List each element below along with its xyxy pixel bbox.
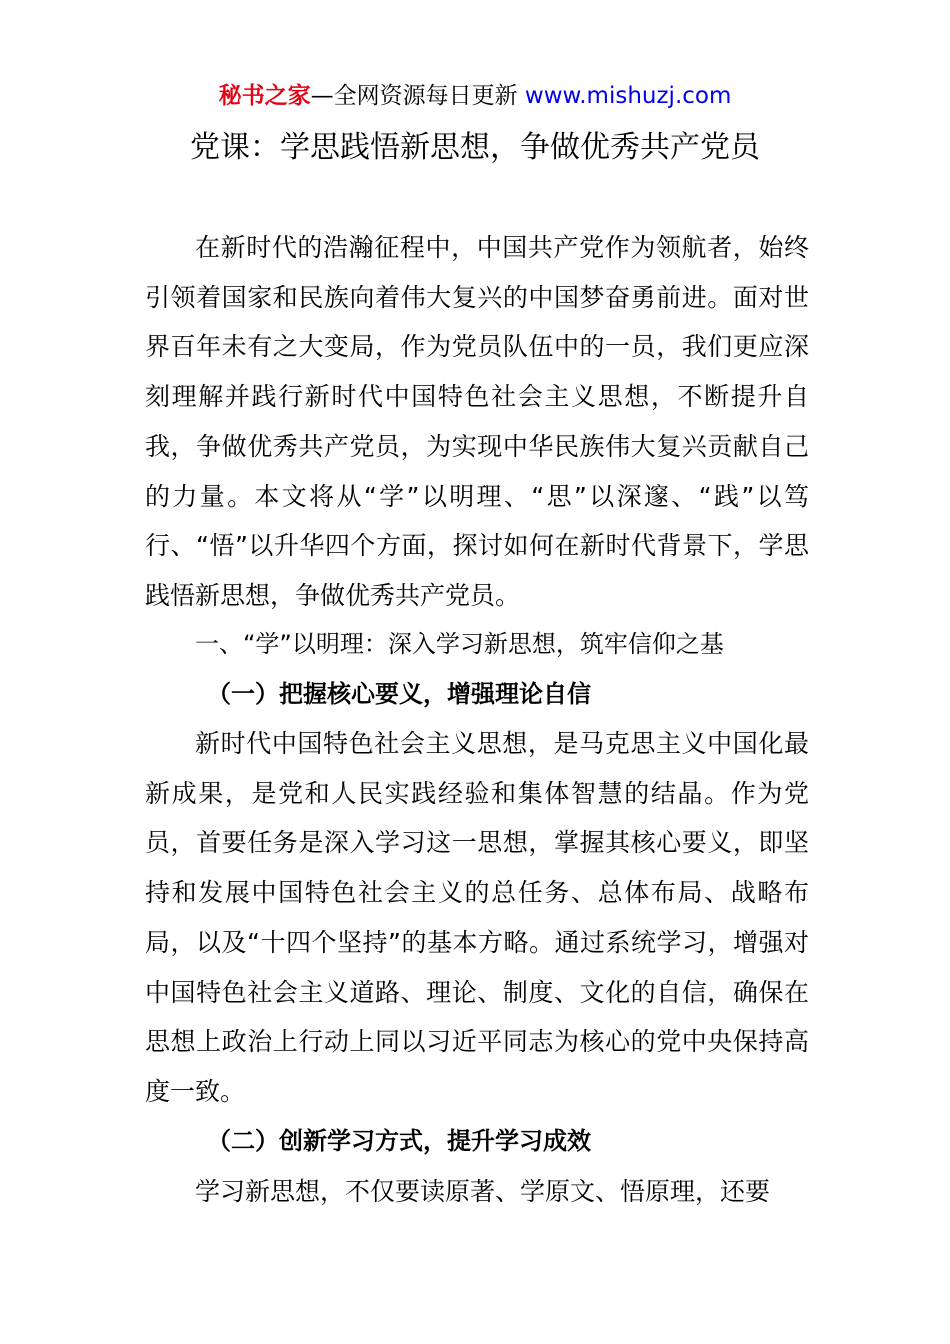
subsection-2-paragraph: 学习新思想，不仅要读原著、学原文、悟原理，还要: [195, 1177, 771, 1206]
intro-paragraph: 在新时代的浩瀚征程中，中国共产党作为领航者，始终引领着国家和民族向着伟大复兴的中国梦奋勇前进。面对世界百年未有之大变局，作为党员队伍中的一员，我们更应深刻理解并践行新时代中国特色社会主义思想，不断提升自我，争做优秀共产党员，为实现中华民族伟大复兴贡献自己的力量。本文将从“学”以明理、“思”以深邃、“践”以笃行、“悟”以升华四个方面，探讨如何在新时代背景下，学思践悟新思想，争做优秀共产党员。: [145, 233, 809, 610]
subsection-1-paragraph: 新时代中国特色社会主义思想，是马克思主义中国化最新成果，是党和人民实践经验和集体智慧的结晶。作为党员，首要任务是深入学习这一思想，掌握其核心要义，即坚持和发展中国特色社会主义的总任务、总体布局、战略布局，以及“十四个坚持”的基本方略。通过系统学习，增强对中国特色社会主义道路、理论、制度、文化的自信，确保在思想上政治上行动上同以习近平同志为核心的党中央保持高度一致。: [145, 729, 809, 1106]
section-1-heading: 一、“学”以明理：深入学习新思想，筑牢信仰之基: [195, 630, 724, 658]
subsection-1-heading: （一）把握核心要义，增强理论自信: [207, 680, 591, 708]
site-url-link[interactable]: www.mishuzj.com: [524, 83, 732, 109]
brand-name: 秘书之家: [218, 83, 311, 109]
subsection-2-heading: （二）创新学习方式，提升学习成效: [207, 1127, 591, 1155]
site-header: [0, 80, 950, 112]
document-title: 党课：学思践悟新思想，争做优秀共产党员: [190, 130, 760, 165]
header-tagline: —全网资源每日更新: [310, 83, 518, 109]
